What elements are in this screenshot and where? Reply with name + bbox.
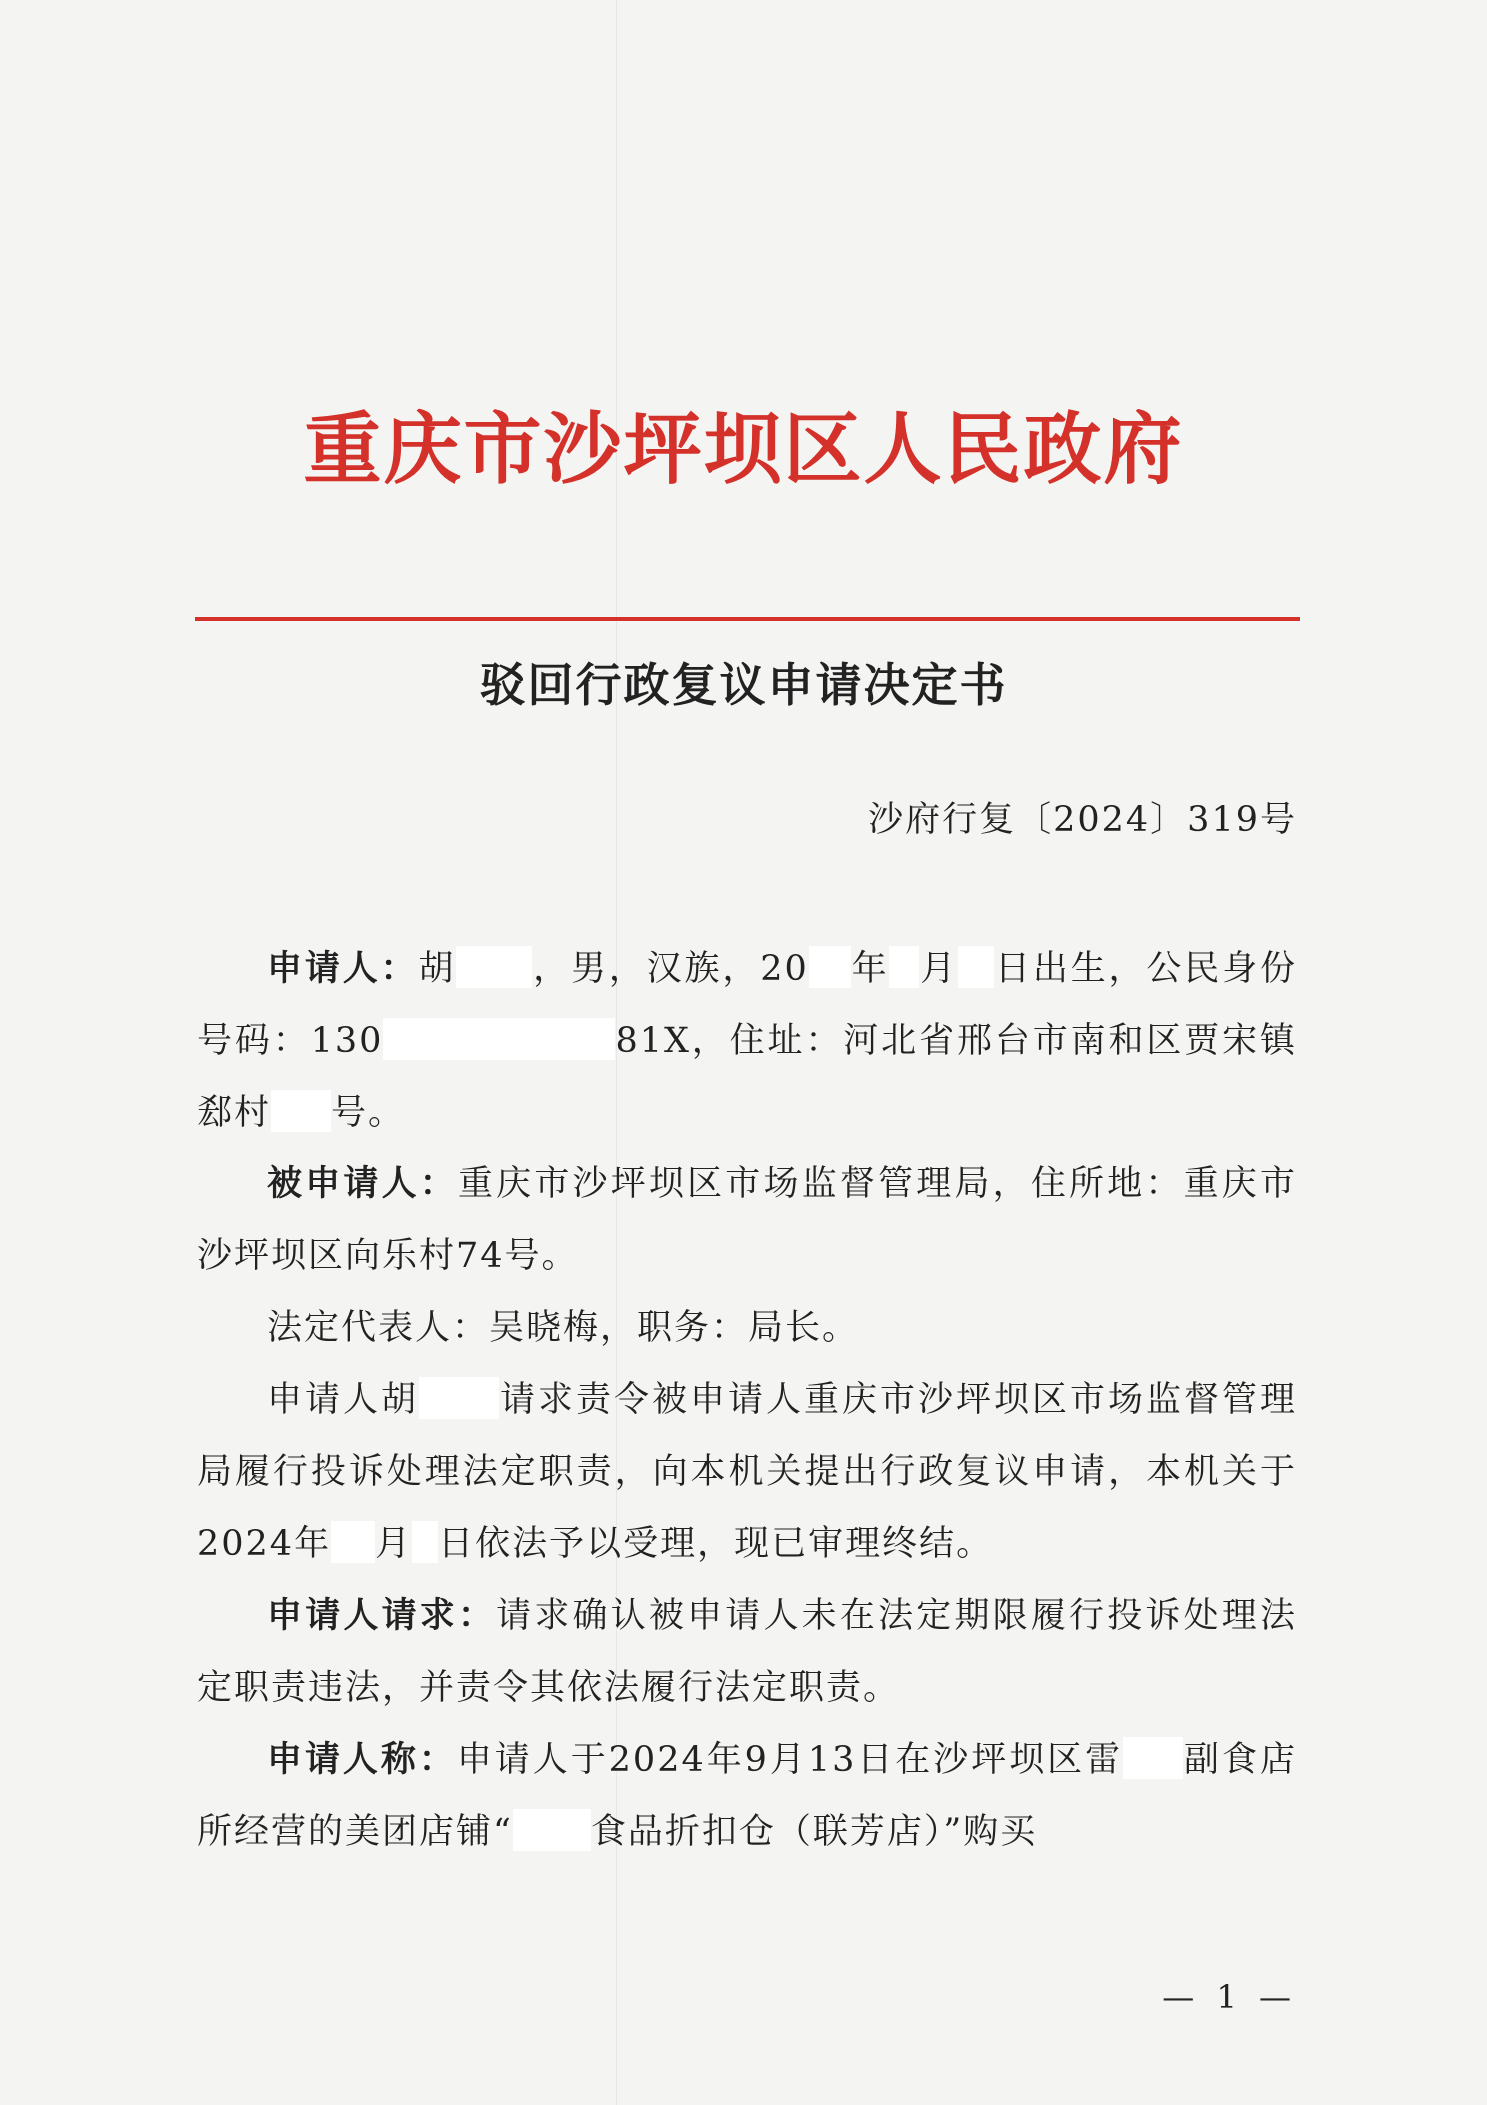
intro-text: 申请人胡: [267, 1380, 419, 1420]
claim-label: 申请人称：: [267, 1740, 457, 1780]
redaction-box: [1123, 1737, 1183, 1779]
request-paragraph: [197, 1580, 1297, 1724]
claim-paragraph: [197, 1724, 1297, 1868]
applicant-text: 胡: [418, 949, 457, 989]
redaction-box: [331, 1521, 375, 1563]
redaction-box: [412, 1521, 438, 1563]
claim-text: 副食店所经营的美团店铺“: [197, 1740, 1297, 1852]
redaction-box: [513, 1809, 591, 1851]
document-title: 驳回行政复议申请决定书: [479, 658, 1008, 712]
issuing-organization-header: 重庆市沙坪坝区人民政府: [303, 404, 1184, 495]
request-label: 申请人请求：: [267, 1596, 497, 1636]
applicant-text: 月: [919, 949, 959, 989]
applicant-text: 81X，住址：河北省邢台市南和区贾宋镇郄村: [197, 1021, 1297, 1133]
redaction-box: [271, 1090, 331, 1132]
applicant-paragraph: [197, 933, 1297, 1149]
intro-paragraph: [197, 1364, 1297, 1580]
applicant-text: ，男，汉族，20: [532, 949, 809, 989]
respondent-text: 重庆市沙坪坝区市场监督管理局，住所地：重庆市沙坪坝区向乐村74号。: [197, 1164, 1297, 1276]
redaction-box: [958, 946, 994, 988]
respondent-label: 被申请人：: [267, 1164, 458, 1204]
red-header-rule: [195, 617, 1300, 621]
legal-representative-text: 法定代表人：吴晓梅，职务：局长。: [267, 1308, 860, 1348]
respondent-paragraph: [197, 1148, 1297, 1292]
redaction-box: [456, 946, 532, 988]
applicant-label: 申请人：: [267, 949, 419, 989]
redaction-box: [809, 946, 851, 988]
claim-text: 食品折扣仓（联芳店）”购买: [590, 1812, 1038, 1852]
applicant-text: 年: [850, 949, 890, 989]
page-number: — 1 —: [1162, 1978, 1297, 2016]
document-number: 沙府行复〔2024〕319号: [868, 800, 1297, 840]
legal-representative-paragraph: [197, 1292, 1297, 1364]
request-text: 请求确认被申请人未在法定期限履行投诉处理法定职责违法，并责令其依法履行法定职责。: [197, 1596, 1297, 1708]
claim-text: 申请人于2024年9月13日在沙坪坝区雷: [456, 1740, 1124, 1780]
applicant-text: 日出生，公民身份号码：130: [197, 949, 1297, 1061]
redaction-box: [383, 1018, 615, 1060]
redaction-box: [889, 946, 919, 988]
intro-text: 请求责令被申请人重庆市沙坪坝区市场监督管理局履行投诉处理法定职责，向本机关提出行政复议申请，本机关于2024年: [197, 1380, 1297, 1564]
applicant-text: 号。: [331, 1093, 406, 1133]
intro-text: 日依法予以受理，现已审理终结。: [438, 1524, 994, 1564]
redaction-box: [419, 1377, 499, 1419]
intro-text: 月: [375, 1524, 413, 1564]
